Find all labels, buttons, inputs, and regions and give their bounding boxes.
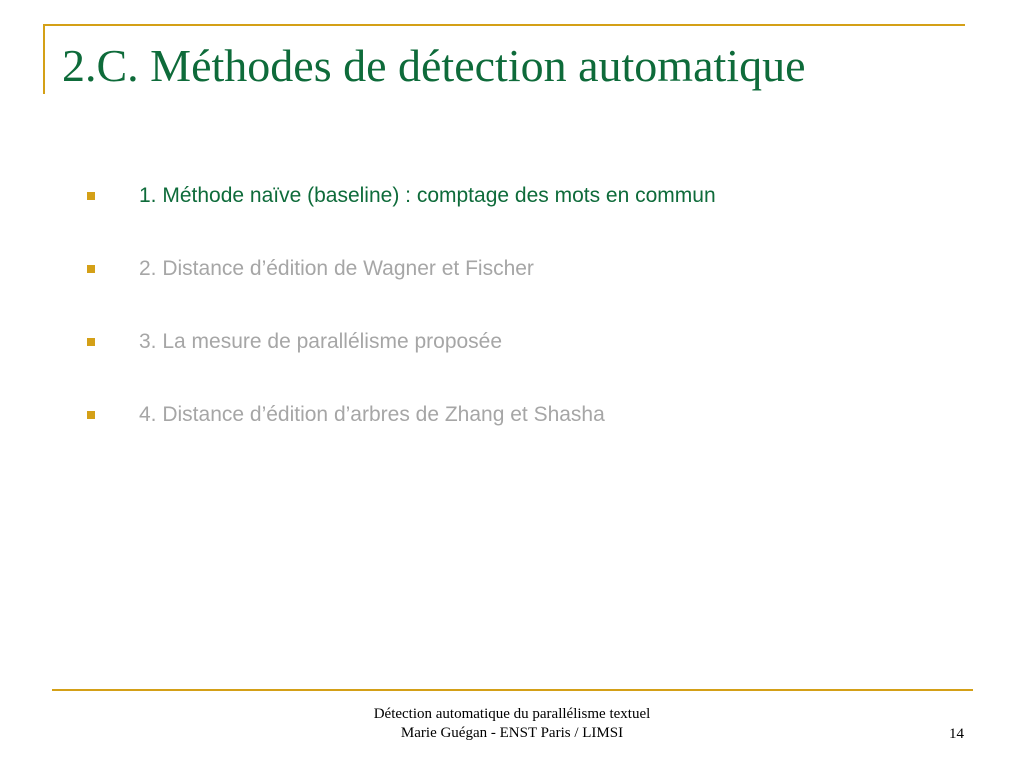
- bullet-item-2: [84, 253, 716, 326]
- frame-top-line: [43, 24, 965, 26]
- footer-text: [0, 705, 1024, 743]
- bullet-item-4: [84, 399, 716, 472]
- footer-author: Marie Guégan - ENST Paris / LIMSI: [400, 725, 624, 741]
- frame-left-line: [43, 24, 45, 94]
- slide-title: 2.C. Méthodes de détection automatique: [62, 40, 806, 91]
- bullet-text: 1. Méthode naïve (baseline) : comptage des mots en commun: [139, 184, 716, 207]
- footer-title: Détection automatique du parallélisme textuel: [373, 706, 651, 722]
- bullet-text: 4. Distance d’édition d’arbres de Zhang et Shasha: [139, 403, 605, 426]
- square-bullet-icon: [87, 338, 95, 346]
- bullet-text: 2. Distance d’édition de Wagner et Fischer: [139, 257, 534, 280]
- square-bullet-icon: [87, 265, 95, 273]
- square-bullet-icon: [87, 411, 95, 419]
- bullet-item-1: [84, 180, 716, 253]
- bullet-list: [84, 180, 716, 472]
- bullet-item-3: [84, 326, 716, 399]
- page-number: 14: [949, 726, 964, 742]
- square-bullet-icon: [87, 192, 95, 200]
- bullet-text: 3. La mesure de parallélisme proposée: [139, 330, 503, 353]
- footer-divider: [52, 689, 973, 691]
